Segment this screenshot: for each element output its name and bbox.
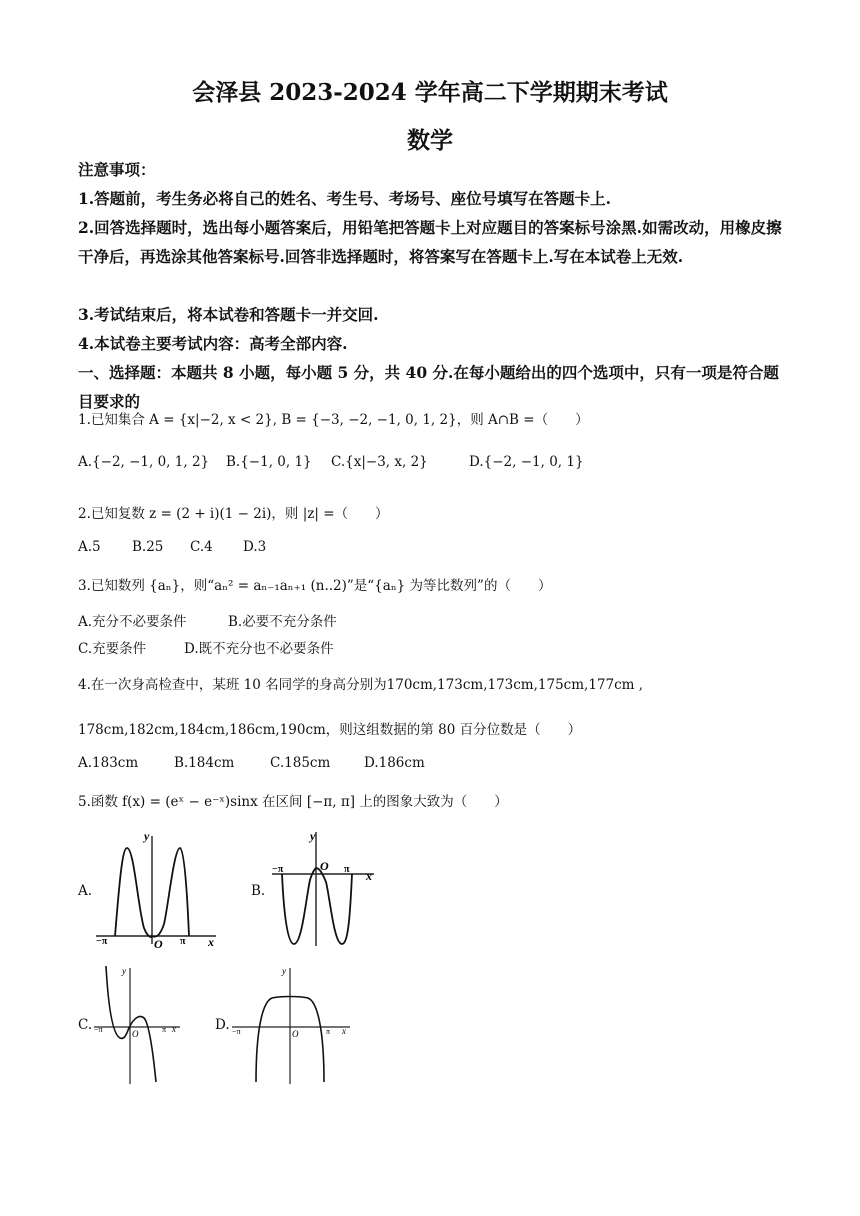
question-4-stem-line2: 178cm,182cm,184cm,186cm,190cm，则这组数据的第 80 百分位数是（ ）: [78, 722, 582, 738]
question-3-stem: 3.已知数列 {aₙ}，则“aₙ² = aₙ₋₁aₙ₊₁ (n..2)”是“{aₙ} 为等比数列”的（ ）: [78, 578, 552, 594]
option-a: A.5: [78, 539, 101, 555]
pi-label: π: [344, 864, 350, 875]
graph-a-label: A.: [78, 883, 93, 899]
note-item-2: 2.回答选择题时，选出每小题答案后，用铅笔把答题卡上对应题目的答案标号涂黑.如需改动，用橡皮擦干净后，再选涂其他答案标号.回答非选择题时，将答案写在答题卡上.写在本试卷上无效.: [78, 218, 782, 266]
origin-label: O: [292, 1029, 299, 1039]
graph-c: [92, 962, 188, 1086]
exam-title: 会泽县 2023-2024 学年高二下学期期末考试: [192, 79, 668, 106]
question-4-options: [78, 755, 425, 771]
question-3-options-row2: [78, 637, 334, 657]
section-heading: 一、选择题：本题共 8 小题，每小题 5 分，共 40 分.在每小题给出的四个选项中，只有一项是符合题目要求的: [78, 363, 779, 411]
pi-label: π: [326, 1027, 331, 1036]
pi-label: π: [180, 936, 186, 947]
question-3-options-row1: [78, 610, 337, 630]
option-c: C.4: [190, 539, 213, 555]
neg-pi-label: −π: [232, 1027, 241, 1036]
subject-title: 数学: [407, 127, 453, 154]
option-b: B.25: [132, 539, 164, 555]
curve: [106, 966, 156, 1082]
note-item-3: 3.考试结束后，将本试卷和答题卡一并交回.: [78, 305, 379, 324]
option-c: C.185cm: [270, 755, 331, 771]
neg-pi-label: −π: [94, 1025, 103, 1034]
option-a: A.183cm: [78, 755, 139, 771]
note-item-1: 1.答题前，考生务必将自己的姓名、考生号、考场号、座位号填写在答题卡上.: [78, 189, 612, 208]
option-b: B.必要不充分条件: [228, 614, 337, 630]
graph-b: [266, 828, 386, 950]
y-label: y: [310, 829, 316, 843]
x-label: x: [366, 869, 372, 883]
option-a: A.充分不必要条件: [78, 614, 187, 630]
pi-label: π: [162, 1025, 167, 1034]
graph-c-label: C.: [78, 1017, 93, 1033]
question-1-stem: 1.已知集合 A = {x|−2, x < 2}, B = {−3, −2, −1, 0, 1, 2}，则 A∩B =（ ）: [78, 412, 589, 428]
option-d: D.3: [243, 539, 267, 555]
option-d: D.{−2, −1, 0, 1}: [469, 454, 584, 470]
graph-b-label: B.: [251, 883, 266, 899]
note-item-4: 4.本试卷主要考试内容：高考全部内容.: [78, 334, 348, 353]
option-c: C.{x|−3, x, 2}: [331, 454, 428, 470]
option-a: A.{−2, −1, 0, 1, 2}: [78, 454, 210, 470]
neg-pi-label: −π: [272, 864, 284, 875]
question-2-stem: 2.已知复数 z = (2 + i)(1 − 2i)，则 |z| =（ ）: [78, 506, 389, 522]
question-5-stem: 5.函数 f(x) = (eˣ − e⁻ˣ)sinx 在区间 [−π, π] 上的图象大致为（ ）: [78, 794, 508, 810]
question-2-options: [78, 539, 266, 555]
notes-heading: 注意事项：: [78, 160, 156, 179]
option-b: B.184cm: [174, 755, 235, 771]
question-1-options: [78, 454, 584, 470]
neg-pi-label: −π: [96, 936, 108, 947]
curve: [282, 868, 352, 944]
graph-a: [94, 828, 224, 950]
x-label: x: [342, 1026, 346, 1036]
origin-label: O: [132, 1029, 139, 1039]
question-4-stem-line1: 4.在一次身高检查中，某班 10 名同学的身高分别为170cm,173cm,173cm,175cm,177cm ,: [78, 677, 644, 693]
y-label: y: [282, 966, 286, 976]
origin-label: O: [320, 859, 329, 873]
option-b: B.{−1, 0, 1}: [226, 454, 312, 470]
graph-d: [230, 962, 354, 1086]
x-label: x: [172, 1024, 176, 1034]
option-c: C.充要条件: [78, 641, 147, 657]
origin-label: O: [154, 937, 163, 950]
x-label: x: [208, 935, 214, 949]
y-label: y: [144, 829, 150, 843]
option-d: D.既不充分也不必要条件: [184, 641, 334, 657]
graph-d-label: D.: [215, 1017, 230, 1033]
y-label: y: [122, 966, 126, 976]
option-d: D.186cm: [364, 755, 425, 771]
